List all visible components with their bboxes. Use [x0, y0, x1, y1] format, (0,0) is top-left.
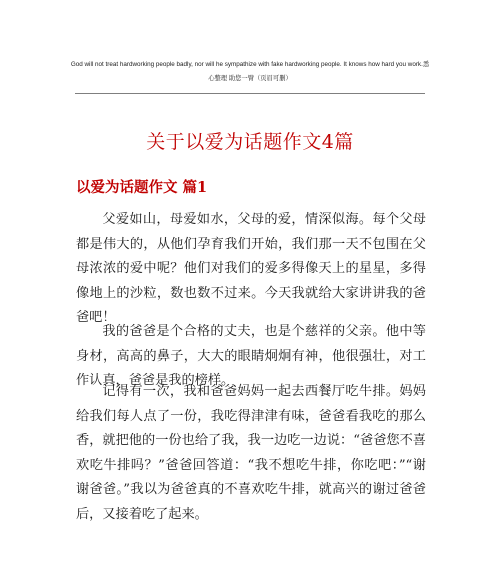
header-divider — [75, 93, 425, 94]
header-text: God will not treat hardworking people badly, nor will he sympathize with fake hardworking people. It knows how hard you work.悉心整理 助您一臂（页眉可删） — [70, 61, 430, 82]
document-title: 关于以爱为话题作文4篇 — [146, 130, 354, 153]
paragraph-2: 我的爸爸是个合格的丈夫，也是个慈祥的父亲。他中等身材，高高的鼻子，大大的眼睛炯炯有神，他很强壮，对工作认真，爸爸是我的榜样。 — [76, 324, 426, 389]
page-header — [70, 58, 430, 86]
paragraph-3: 记得有一次，我和爸爸妈妈一起去西餐厅吃牛排。妈妈给我们每人点了一份，我吃得津津有味，爸爸看我吃的那么香，就把他的一份也给了我，我一边吃一边说：“爸爸您不喜欢吃牛排吗？”爸爸回答道：“我不想吃牛排，你吃吧：”“谢谢爸爸。”我以为爸爸真的不喜欢吃牛排，就高兴的谢过爸爸后，又接着吃了起来。 — [76, 384, 426, 522]
paragraph-1: 父爱如山，母爱如水，父母的爱，情深似海。每个父母都是伟大的，从他们孕育我们开始，我们那一天不包围在父母浓浓的爱中呢？他们对我们的爱多得像天上的星星，多得像地上的沙粒，数也数不过来。今天我就给大家讲讲我的爸爸吧！ — [76, 212, 426, 326]
section-heading: 以爱为话题作文 篇1 — [76, 179, 208, 196]
